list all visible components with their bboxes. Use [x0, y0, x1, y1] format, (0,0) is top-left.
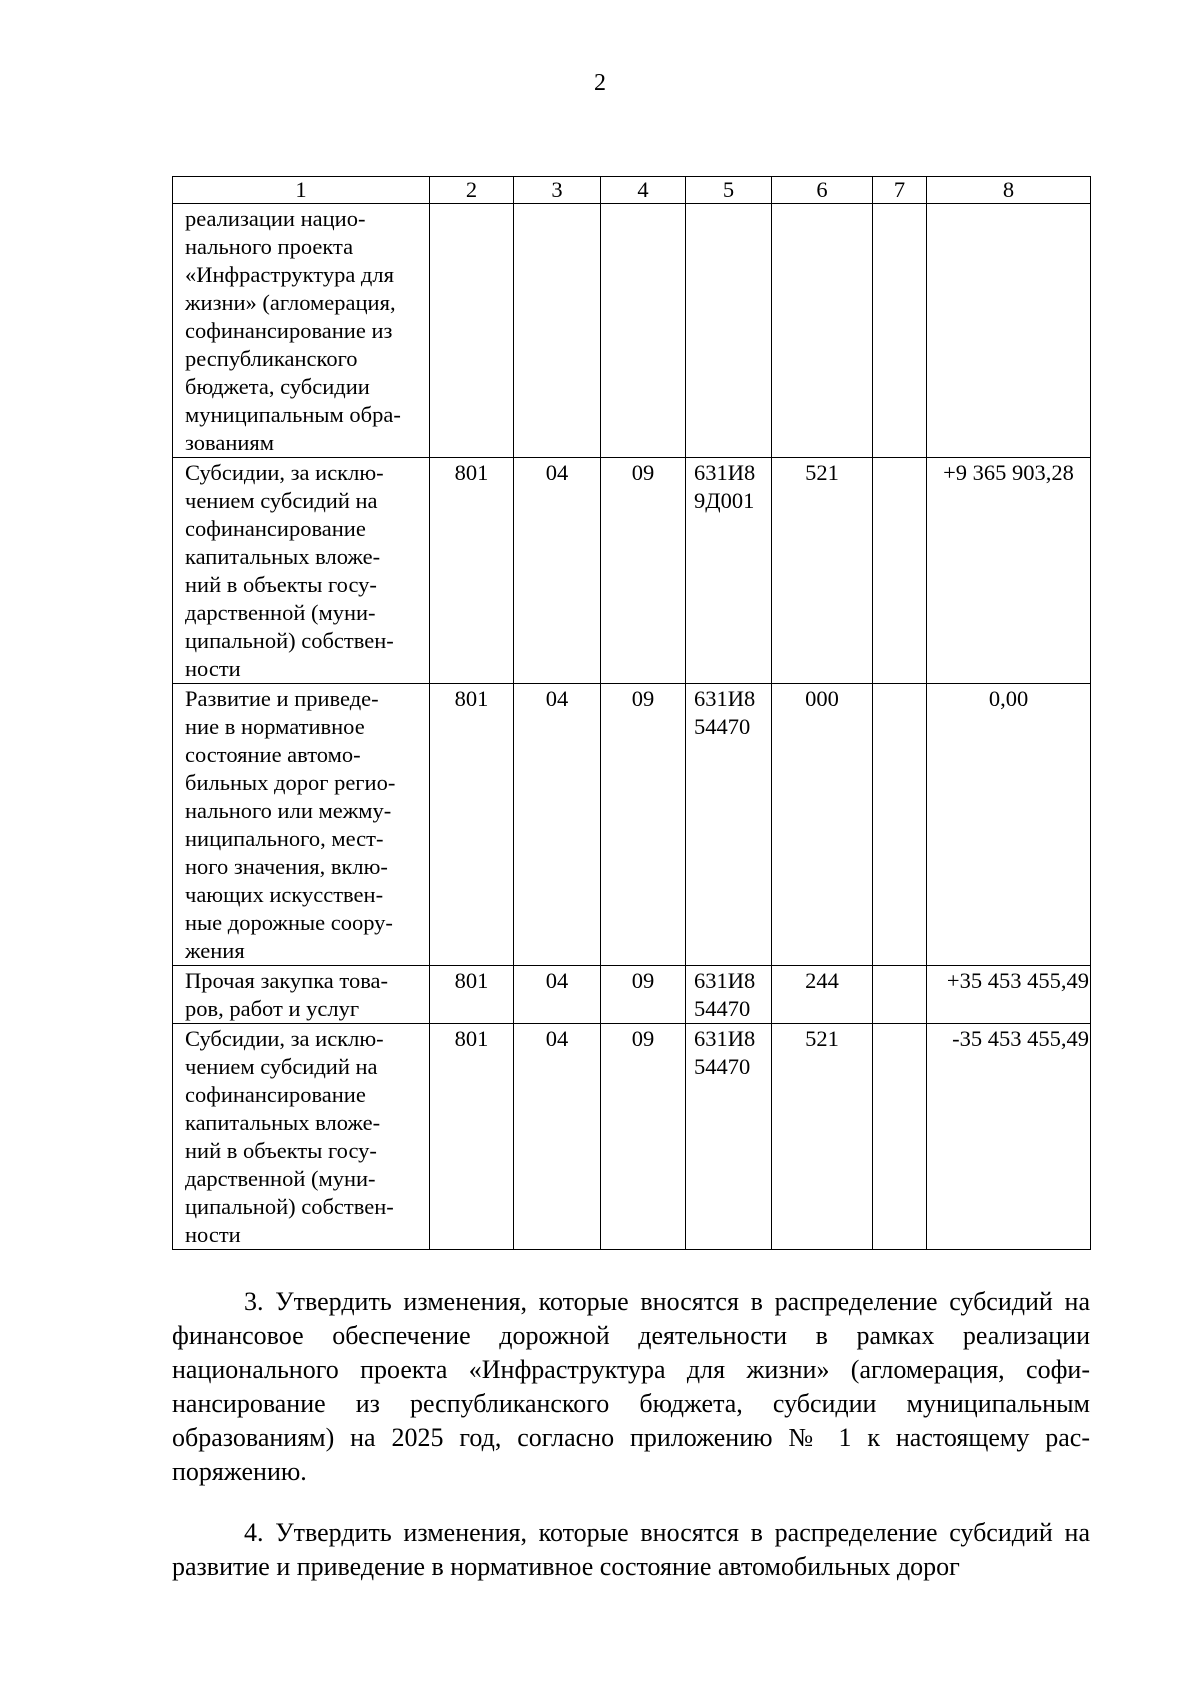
- row-name-cell: Субсидии, за исклю- чением субсидий на софинансирование капитальных вложе- ний в объекты госу- дарственной (муни- ципальной) собствен- ности: [173, 458, 430, 684]
- col4-cell: 09: [601, 458, 686, 684]
- amount-cell: +9 365 903,28: [927, 458, 1091, 684]
- col3-cell: 04: [514, 966, 601, 1024]
- table-row: [173, 204, 1091, 458]
- col7-cell: [873, 204, 927, 458]
- col4-cell: 09: [601, 1024, 686, 1250]
- column-header: 1: [173, 177, 430, 204]
- amount-cell: 0,00: [927, 684, 1091, 966]
- column-header: 2: [430, 177, 514, 204]
- col4-cell: 09: [601, 684, 686, 966]
- amount-cell: [927, 204, 1091, 458]
- col5-cell: 631И8 54470: [686, 684, 772, 966]
- column-header: 5: [686, 177, 772, 204]
- col7-cell: [873, 684, 927, 966]
- col7-cell: [873, 966, 927, 1024]
- paragraph-3: 3. Утвердить изменения, которые вносятся в распределение субсидий на финансовое обеспечение дорожной деятельности в рамках реализации национального проекта «Инфраструктура для жизни» (агломерация, софинансирование из республиканского бюджета, субсидии муниципальным образованиям) на 2025 год, согласно приложению № 1 к настоящему распоряжению.: [172, 1287, 1090, 1486]
- col6-cell: 000: [772, 684, 873, 966]
- table-row: [173, 458, 1091, 684]
- column-header: 6: [772, 177, 873, 204]
- col6-cell: 521: [772, 458, 873, 684]
- col6-cell: 244: [772, 966, 873, 1024]
- table-row: [173, 684, 1091, 966]
- amount-cell: -35 453 455,49: [927, 1024, 1091, 1250]
- col2-cell: 801: [430, 458, 514, 684]
- col4-cell: [601, 204, 686, 458]
- column-header: 7: [873, 177, 927, 204]
- col6-cell: [772, 204, 873, 458]
- budget-table: [172, 176, 1091, 1250]
- col5-cell: 631И8 54470: [686, 1024, 772, 1250]
- col5-cell: 631И8 54470: [686, 966, 772, 1024]
- col2-cell: 801: [430, 1024, 514, 1250]
- col3-cell: 04: [514, 1024, 601, 1250]
- column-header: 3: [514, 177, 601, 204]
- col2-cell: 801: [430, 966, 514, 1024]
- col3-cell: 04: [514, 684, 601, 966]
- col2-cell: 801: [430, 684, 514, 966]
- row-name-cell: Субсидии, за исклю- чением субсидий на софинансирование капитальных вложе- ний в объекты госу- дарственной (муни- ципальной) собствен- ности: [173, 1024, 430, 1250]
- amount-cell: +35 453 455,49: [927, 966, 1091, 1024]
- column-header: 4: [601, 177, 686, 204]
- row-name-cell: Развитие и приведе- ние в нормативное состояние автомо- бильных дорог регио- нального или межму- ниципального, мест- ного значения, вклю- чающих искусствен- ные дорожные соору- жения: [173, 684, 430, 966]
- col2-cell: [430, 204, 514, 458]
- column-header: 8: [927, 177, 1091, 204]
- table-row: [173, 1024, 1091, 1250]
- page-number: 2: [594, 70, 606, 96]
- row-name-cell: Прочая закупка това- ров, работ и услуг: [173, 966, 430, 1024]
- col6-cell: 521: [772, 1024, 873, 1250]
- col5-cell: [686, 204, 772, 458]
- col3-cell: [514, 204, 601, 458]
- table-header-row: [173, 177, 1091, 204]
- col7-cell: [873, 1024, 927, 1250]
- col4-cell: 09: [601, 966, 686, 1024]
- paragraph-4: 4. Утвердить изменения, которые вносятся в распределение субсидий на развитие и приведение в нормативное состояние автомобильных дорог: [172, 1518, 1090, 1581]
- table-row: [173, 966, 1091, 1024]
- row-name-cell: реализации нацио- нального проекта «Инфраструктура для жизни» (агломерация, софинансирование из республиканского бюджета, субсидии муниципальным обра- зованиям: [173, 204, 430, 458]
- col7-cell: [873, 458, 927, 684]
- col3-cell: 04: [514, 458, 601, 684]
- col5-cell: 631И8 9Д001: [686, 458, 772, 684]
